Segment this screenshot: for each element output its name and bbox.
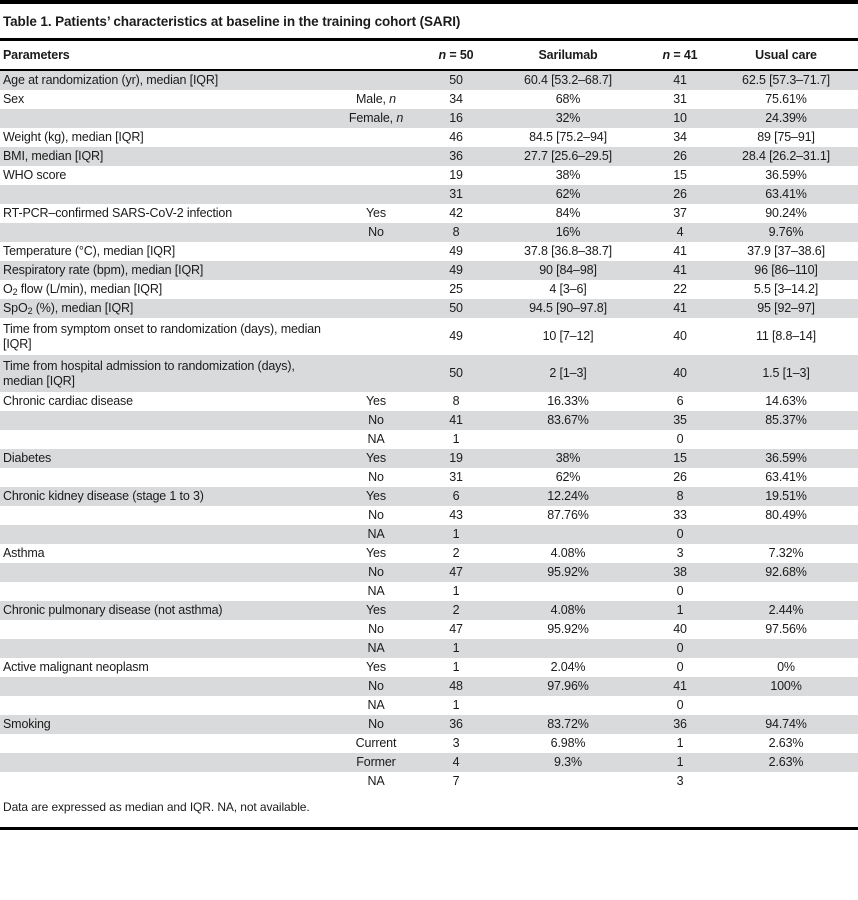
cell-sarilumab: 37.8 [36.8–38.7] <box>524 244 612 259</box>
cell-n50: 2 <box>452 546 460 561</box>
cell-n50: 1 <box>452 660 460 675</box>
cell-n41: 15 <box>673 168 687 183</box>
cell-n41: 34 <box>673 130 687 145</box>
table-row <box>0 70 858 90</box>
table-row <box>0 696 858 715</box>
cell-sub: NA <box>367 774 385 789</box>
cell-param: BMI, median [IQR] <box>3 149 104 164</box>
cell-sub: No <box>368 225 384 240</box>
cell-n41: 3 <box>676 774 684 789</box>
cell-n41: 26 <box>673 149 687 164</box>
cell-usual: 96 [86–110] <box>754 263 818 278</box>
cell-sarilumab: 2.04% <box>550 660 586 675</box>
cell-n50: 4 <box>452 755 460 770</box>
cell-n41: 33 <box>673 508 687 523</box>
cell-sub: Yes <box>366 394 386 409</box>
column-header-param: Parameters <box>0 41 330 70</box>
cell-n41: 35 <box>673 413 687 428</box>
cell-n50: 43 <box>449 508 463 523</box>
cell-param <box>0 563 330 582</box>
cell-param: Time from hospital admission to randomization (days), median [IQR] <box>3 359 295 388</box>
cell-usual <box>714 582 858 601</box>
cell-usual: 37.9 [37–38.6] <box>747 244 825 259</box>
cell-sarilumab: 16.33% <box>547 394 589 409</box>
column-header-usual: Usual care <box>714 41 858 70</box>
baseline-characteristics-table <box>0 41 858 791</box>
cell-n41: 40 <box>673 329 687 344</box>
cell-usual: 63.41% <box>765 470 807 485</box>
table-row <box>0 677 858 696</box>
cell-sarilumab: 12.24% <box>547 489 589 504</box>
cell-param <box>0 468 330 487</box>
table-row <box>0 147 858 166</box>
cell-sub: NA <box>367 641 385 656</box>
cell-sub: NA <box>367 432 385 447</box>
cell-sub <box>330 166 422 185</box>
column-header-sarilumab: Sarilumab <box>490 41 646 70</box>
cell-param: Respiratory rate (bpm), median [IQR] <box>3 263 204 278</box>
cell-n50: 19 <box>449 451 463 466</box>
cell-param: SpO$_2$ (%), median [IQR] <box>3 301 134 317</box>
cell-sarilumab: 4 [3–6] <box>549 282 587 297</box>
cell-n50: 49 <box>449 263 463 278</box>
cell-usual: 11 [8.8–14] <box>756 329 816 344</box>
table-row <box>0 620 858 639</box>
cell-usual <box>714 430 858 449</box>
table-row <box>0 299 858 318</box>
table-row <box>0 261 858 280</box>
cell-usual: 63.41% <box>765 187 807 202</box>
cell-sub: No <box>368 470 384 485</box>
cell-param <box>0 677 330 696</box>
cell-param: Asthma <box>3 546 45 561</box>
cell-usual: 2.63% <box>768 755 804 770</box>
cell-usual: 9.76% <box>768 225 804 240</box>
cell-n41: 41 <box>673 263 687 278</box>
cell-n41: 0 <box>676 527 684 542</box>
cell-sub: Former <box>356 755 396 770</box>
column-header-n50: n = 50 <box>422 41 490 70</box>
cell-n41: 4 <box>676 225 684 240</box>
table-row <box>0 185 858 204</box>
table-row <box>0 242 858 261</box>
cell-n50: 48 <box>449 679 463 694</box>
table-row <box>0 658 858 677</box>
cell-param <box>0 772 330 791</box>
cell-param <box>0 506 330 525</box>
cell-sub <box>330 299 422 318</box>
cell-n50: 7 <box>452 774 460 789</box>
cell-sub: No <box>368 679 384 694</box>
cell-param: Chronic pulmonary disease (not asthma) <box>3 603 223 618</box>
cell-param: RT-PCR–confirmed SARS-CoV-2 infection <box>3 206 233 221</box>
cell-n50: 42 <box>449 206 463 221</box>
cell-usual: 94.74% <box>765 717 807 732</box>
cell-param <box>0 223 330 242</box>
cell-sarilumab: 62% <box>555 187 581 202</box>
cell-param <box>0 185 330 204</box>
table-body <box>0 70 858 791</box>
cell-n41: 1 <box>676 755 684 770</box>
table-row <box>0 525 858 544</box>
table-row <box>0 772 858 791</box>
cell-n50: 49 <box>449 329 463 344</box>
cell-sub: No <box>368 413 384 428</box>
table-row <box>0 355 858 392</box>
cell-usual: 92.68% <box>765 565 807 580</box>
cell-sarilumab: 90 [84–98] <box>539 263 597 278</box>
cell-param: Diabetes <box>3 451 52 466</box>
table-row <box>0 753 858 772</box>
column-header-n41: n = 41 <box>646 41 714 70</box>
cell-sub: Yes <box>366 206 386 221</box>
cell-usual: 36.59% <box>765 168 807 183</box>
cell-sub: NA <box>367 584 385 599</box>
cell-n41: 6 <box>676 394 684 409</box>
cell-usual: 14.63% <box>765 394 807 409</box>
cell-n50: 16 <box>449 111 463 126</box>
cell-n50: 1 <box>452 584 460 599</box>
table-title: Table 1. Patients’ characteristics at baseline in the training cohort (SARI) <box>0 4 858 41</box>
cell-param: Chronic cardiac disease <box>3 394 133 409</box>
cell-param: WHO score <box>3 168 67 183</box>
cell-n50: 41 <box>449 413 463 428</box>
table-row <box>0 601 858 620</box>
cell-n50: 1 <box>452 641 460 656</box>
cell-sub <box>330 70 422 90</box>
cell-sub: Yes <box>366 546 386 561</box>
table-row <box>0 109 858 128</box>
cell-sarilumab: 94.5 [90–97.8] <box>529 301 607 316</box>
cell-n50: 1 <box>452 432 460 447</box>
cell-n50: 25 <box>449 282 463 297</box>
cell-usual: 85.37% <box>765 413 807 428</box>
cell-n50: 6 <box>452 489 460 504</box>
cell-usual: 1.5 [1–3] <box>762 366 810 381</box>
table-row <box>0 128 858 147</box>
bottom-rule <box>0 827 858 830</box>
cell-param <box>0 753 330 772</box>
cell-param: Chronic kidney disease (stage 1 to 3) <box>3 489 204 504</box>
cell-sarilumab: 10 [7–12] <box>542 329 594 344</box>
cell-usual: 100% <box>770 679 802 694</box>
cell-n50: 36 <box>449 149 463 164</box>
cell-param <box>0 109 330 128</box>
cell-sub <box>330 355 422 392</box>
cell-usual: 0% <box>777 660 795 675</box>
cell-n50: 31 <box>449 187 463 202</box>
cell-n41: 1 <box>676 736 684 751</box>
cell-usual: 5.5 [3–14.2] <box>753 282 819 297</box>
cell-sub: Male, n <box>356 92 396 107</box>
cell-sarilumab: 84.5 [75.2–94] <box>529 130 607 145</box>
cell-n41: 40 <box>673 622 687 637</box>
cell-sarilumab: 95.92% <box>547 565 589 580</box>
cell-n41: 0 <box>676 584 684 599</box>
table-row <box>0 223 858 242</box>
table-row <box>0 639 858 658</box>
cell-sub <box>330 147 422 166</box>
cell-sarilumab <box>490 639 646 658</box>
table-row <box>0 582 858 601</box>
cell-sarilumab: 2 [1–3] <box>549 366 587 381</box>
cell-n41: 8 <box>676 489 684 504</box>
cell-sub: Female, n <box>348 111 404 126</box>
cell-n50: 36 <box>449 717 463 732</box>
cell-n41: 0 <box>676 660 684 675</box>
cell-param: $O_2$ flow (L/min), median [IQR] <box>3 282 163 298</box>
cell-n41: 0 <box>676 698 684 713</box>
cell-n41: 41 <box>673 301 687 316</box>
cell-usual <box>714 525 858 544</box>
cell-usual: 24.39% <box>765 111 807 126</box>
cell-n41: 37 <box>673 206 687 221</box>
cell-sarilumab: 84% <box>555 206 581 221</box>
cell-sub <box>330 318 422 355</box>
cell-sub <box>330 185 422 204</box>
cell-param <box>0 582 330 601</box>
cell-n50: 49 <box>449 244 463 259</box>
cell-sarilumab: 6.98% <box>550 736 586 751</box>
cell-param: Age at randomization (yr), median [IQR] <box>3 73 219 88</box>
cell-param <box>0 525 330 544</box>
cell-sarilumab: 97.96% <box>547 679 589 694</box>
table-row <box>0 449 858 468</box>
cell-usual: 2.63% <box>768 736 804 751</box>
cell-n50: 34 <box>449 92 463 107</box>
cell-usual: 95 [92–97] <box>757 301 815 316</box>
cell-param <box>0 430 330 449</box>
table-footnote: Data are expressed as median and IQR. NA, not available. <box>3 800 310 814</box>
cell-n41: 3 <box>676 546 684 561</box>
cell-usual: 89 [75–91] <box>757 130 815 145</box>
cell-sarilumab: 95.92% <box>547 622 589 637</box>
cell-usual <box>714 639 858 658</box>
cell-sub <box>330 128 422 147</box>
table-row <box>0 544 858 563</box>
cell-n50: 8 <box>452 394 460 409</box>
cell-param <box>0 620 330 639</box>
cell-sarilumab <box>490 582 646 601</box>
cell-n41: 40 <box>673 366 687 381</box>
cell-sub: No <box>368 717 384 732</box>
table-row <box>0 90 858 109</box>
cell-usual: 2.44% <box>768 603 804 618</box>
cell-sarilumab <box>490 430 646 449</box>
cell-usual: 19.51% <box>765 489 807 504</box>
cell-n50: 8 <box>452 225 460 240</box>
cell-sarilumab: 83.72% <box>547 717 589 732</box>
cell-sarilumab: 32% <box>555 111 581 126</box>
cell-param: Smoking <box>3 717 51 732</box>
cell-n50: 47 <box>449 565 463 580</box>
cell-n50: 47 <box>449 622 463 637</box>
cell-n41: 41 <box>673 244 687 259</box>
cell-usual: 36.59% <box>765 451 807 466</box>
table-row <box>0 734 858 753</box>
cell-n50: 2 <box>452 603 460 618</box>
table-row <box>0 563 858 582</box>
table-row <box>0 506 858 525</box>
table-row <box>0 318 858 355</box>
table-row <box>0 280 858 299</box>
cell-usual: 28.4 [26.2–31.1] <box>742 149 830 164</box>
cell-sarilumab: 68% <box>555 92 581 107</box>
cell-sub: Current <box>355 736 397 751</box>
cell-n50: 31 <box>449 470 463 485</box>
cell-sarilumab: 83.67% <box>547 413 589 428</box>
cell-param: Weight (kg), median [IQR] <box>3 130 144 145</box>
cell-n41: 31 <box>673 92 687 107</box>
cell-n41: 41 <box>673 679 687 694</box>
cell-n41: 1 <box>676 603 684 618</box>
cell-param <box>0 639 330 658</box>
cell-n41: 10 <box>673 111 687 126</box>
cell-sub: Yes <box>366 451 386 466</box>
cell-param: Temperature (°C), median [IQR] <box>3 244 176 259</box>
cell-param: Sex <box>3 92 25 107</box>
cell-param <box>0 411 330 430</box>
table-row <box>0 715 858 734</box>
cell-sub: No <box>368 508 384 523</box>
cell-n41: 26 <box>673 187 687 202</box>
cell-n41: 38 <box>673 565 687 580</box>
table-row <box>0 468 858 487</box>
cell-n41: 41 <box>673 73 687 88</box>
cell-usual: 75.61% <box>765 92 807 107</box>
cell-sub: No <box>368 565 384 580</box>
cell-param: Time from symptom onset to randomization (days), median [IQR] <box>3 322 321 351</box>
cell-usual: 7.32% <box>768 546 804 561</box>
table-row <box>0 411 858 430</box>
cell-n50: 50 <box>449 73 463 88</box>
cell-usual <box>714 772 858 791</box>
header-row <box>0 41 858 70</box>
column-header-sub <box>330 41 422 70</box>
cell-sub <box>330 261 422 280</box>
cell-sub: Yes <box>366 489 386 504</box>
cell-usual: 62.5 [57.3–71.7] <box>742 73 830 88</box>
cell-sub: NA <box>367 698 385 713</box>
cell-sarilumab: 38% <box>555 451 581 466</box>
table-row <box>0 487 858 506</box>
cell-n50: 46 <box>449 130 463 145</box>
cell-n41: 0 <box>676 432 684 447</box>
cell-sarilumab: 4.08% <box>550 603 586 618</box>
cell-sarilumab: 4.08% <box>550 546 586 561</box>
cell-sarilumab <box>490 772 646 791</box>
cell-usual <box>714 696 858 715</box>
cell-param <box>0 734 330 753</box>
table-row <box>0 392 858 411</box>
cell-sarilumab: 27.7 [25.6–29.5] <box>524 149 612 164</box>
cell-sub: Yes <box>366 660 386 675</box>
cell-sarilumab: 16% <box>555 225 581 240</box>
cell-n41: 26 <box>673 470 687 485</box>
cell-usual: 80.49% <box>765 508 807 523</box>
cell-usual: 97.56% <box>765 622 807 637</box>
cell-sarilumab: 38% <box>555 168 581 183</box>
cell-n50: 1 <box>452 698 460 713</box>
cell-param <box>0 696 330 715</box>
table-row <box>0 166 858 185</box>
cell-sarilumab: 62% <box>555 470 581 485</box>
cell-sub <box>330 280 422 299</box>
cell-sarilumab <box>490 696 646 715</box>
cell-sub <box>330 242 422 261</box>
cell-usual: 90.24% <box>765 206 807 221</box>
cell-sub: Yes <box>366 603 386 618</box>
table-row <box>0 204 858 223</box>
cell-sub: No <box>368 622 384 637</box>
cell-param: Active malignant neoplasm <box>3 660 149 675</box>
cell-n50: 19 <box>449 168 463 183</box>
cell-n50: 3 <box>452 736 460 751</box>
cell-n50: 50 <box>449 366 463 381</box>
cell-sarilumab: 60.4 [53.2–68.7] <box>524 73 612 88</box>
cell-sarilumab: 87.76% <box>547 508 589 523</box>
cell-sarilumab: 9.3% <box>554 755 582 770</box>
cell-sub: NA <box>367 527 385 542</box>
cell-n41: 0 <box>676 641 684 656</box>
table-row <box>0 430 858 449</box>
cell-n50: 1 <box>452 527 460 542</box>
cell-n41: 22 <box>673 282 687 297</box>
cell-sarilumab <box>490 525 646 544</box>
cell-n50: 50 <box>449 301 463 316</box>
cell-n41: 36 <box>673 717 687 732</box>
cell-n41: 15 <box>673 451 687 466</box>
